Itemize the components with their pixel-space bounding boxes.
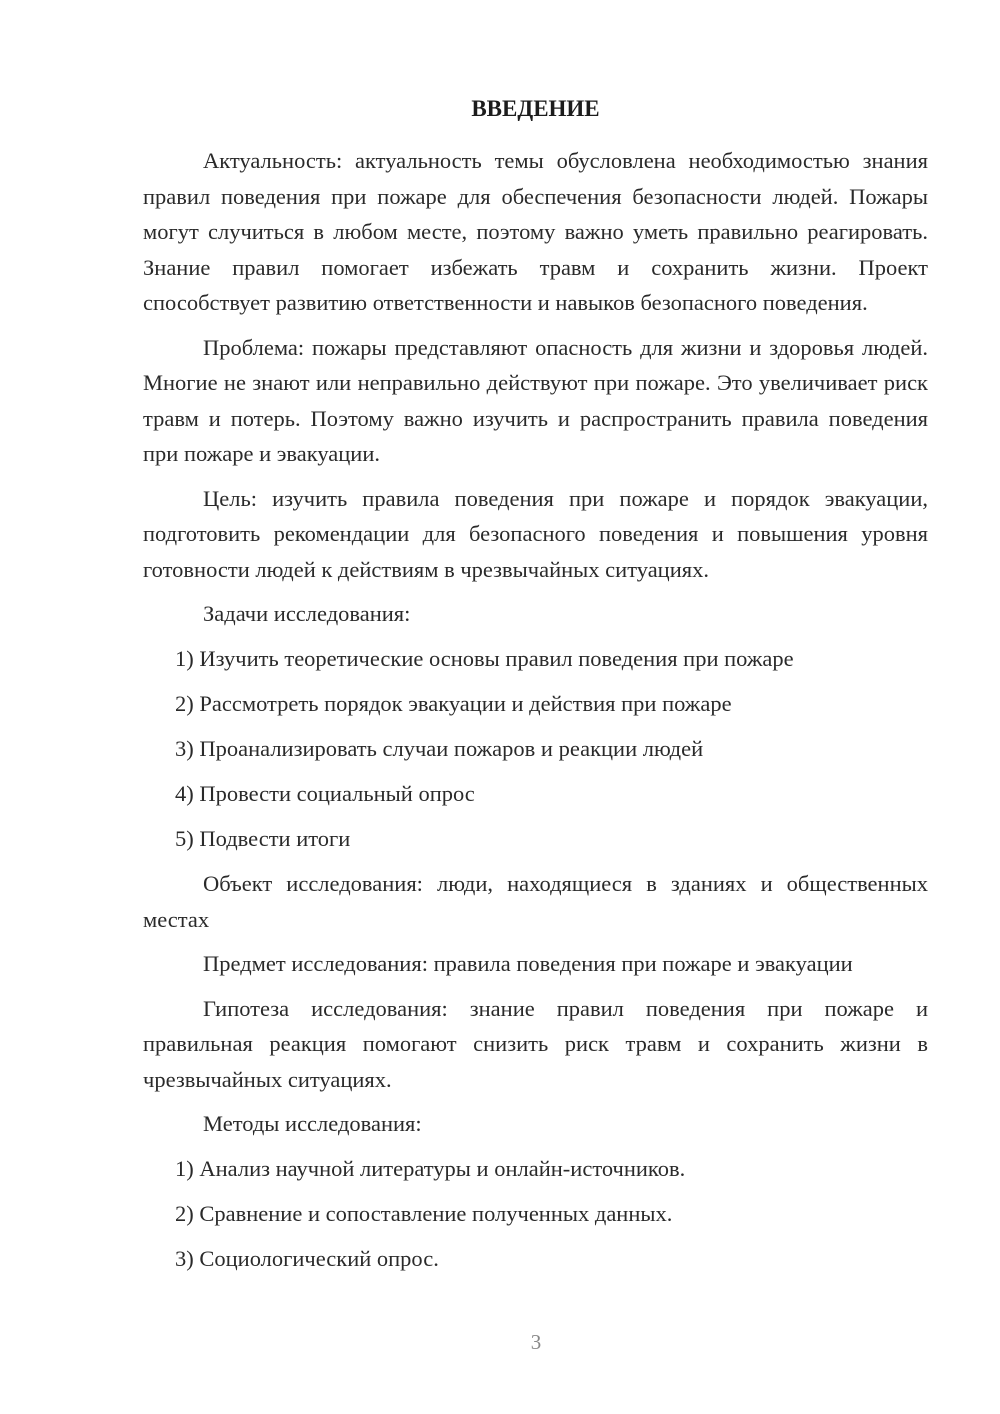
document-page: [143, 92, 928, 1286]
methods-list: [143, 1151, 928, 1276]
list-item: 4) Провести социальный опрос: [175, 781, 475, 806]
hypothesis-paragraph: Гипотеза исследования: знание правил поведения при пожаре и правильная реакция помогают снизить риск травм и сохранить жизни в чрезвычайных ситуациях.: [143, 995, 928, 1092]
list-item: 2) Сравнение и сопоставление полученных данных.: [175, 1201, 673, 1226]
list-item: 1) Анализ научной литературы и онлайн-источников.: [175, 1156, 686, 1181]
methods-heading: Методы исследования:: [203, 1111, 422, 1136]
page-title: ВВЕДЕНИЕ: [471, 96, 600, 121]
subject-paragraph: Предмет исследования: правила поведения при пожаре и эвакуации: [203, 951, 853, 976]
tasks-list: [143, 641, 928, 856]
object-paragraph: Объект исследования: люди, находящиеся в зданиях и общественных местах: [143, 871, 928, 932]
goal-paragraph: Цель: изучить правила поведения при пожаре и порядок эвакуации, подготовить рекомендации для безопасного поведения и повышения уровня готовности людей к действиям в чрезвычайных ситуациях.: [143, 485, 928, 582]
list-item: 5) Подвести итоги: [175, 826, 351, 851]
list-item: 2) Рассмотреть порядок эвакуации и действия при пожаре: [175, 691, 732, 716]
problem-paragraph: Проблема: пожары представляют опасность для жизни и здоровья людей. Многие не знают или неправильно действуют при пожаре. Это увеличивает риск травм и потерь. Поэтому важно изучить и распространить правила поведения при пожаре и эвакуации.: [143, 334, 928, 466]
relevance-paragraph: Актуальность: актуальность темы обусловлена необходимостью знания правил поведения при пожаре для обеспечения безопасности людей. Пожары могут случиться в любом месте, поэтому важно уметь правильно реагировать. Знание правил помогает избежать травм и сохранить жизни. Проект способствует развитию ответственности и навыков безопасного поведения.: [143, 148, 928, 315]
page-number: 3: [530, 1330, 542, 1354]
list-item: 1) Изучить теоретические основы правил поведения при пожаре: [175, 646, 794, 671]
tasks-heading: Задачи исследования:: [203, 601, 411, 626]
list-item: 3) Социологический опрос.: [175, 1246, 439, 1271]
list-item: 3) Проанализировать случаи пожаров и реакции людей: [175, 736, 704, 761]
